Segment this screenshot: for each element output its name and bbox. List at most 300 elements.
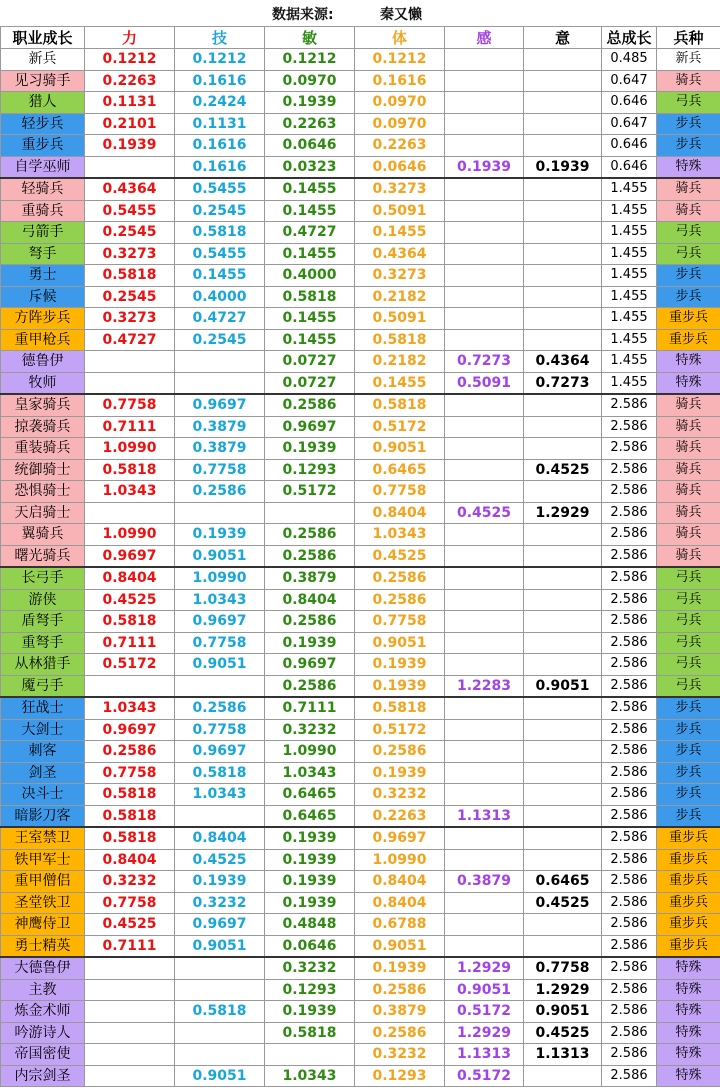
cell-gan: 1.1313 <box>445 1044 524 1066</box>
cell-min <box>265 1044 355 1066</box>
cell-gan <box>445 654 524 676</box>
cell-job-name: 长弓手 <box>1 567 85 589</box>
cell-li <box>85 1022 175 1044</box>
table-row <box>1 416 720 438</box>
cell-job-name: 重步兵 <box>1 135 85 157</box>
cell-min: 0.1293 <box>265 979 355 1001</box>
cell-yi <box>524 49 602 71</box>
cell-min: 0.7111 <box>265 697 355 719</box>
cell-yi <box>524 243 602 265</box>
cell-li <box>85 1044 175 1066</box>
cell-min: 0.3879 <box>265 567 355 589</box>
cell-gan <box>445 286 524 308</box>
table-row <box>1 611 720 633</box>
cell-min: 0.9697 <box>265 416 355 438</box>
cell-job-name: 大剑士 <box>1 719 85 741</box>
cell-li: 0.8404 <box>85 849 175 871</box>
cell-total: 1.455 <box>602 329 657 351</box>
cell-ti: 0.5172 <box>355 416 445 438</box>
cell-total: 2.586 <box>602 697 657 719</box>
cell-unit-type: 弓兵 <box>657 92 720 114</box>
cell-unit-type: 骑兵 <box>657 481 720 503</box>
table-row <box>1 632 720 654</box>
cell-min: 0.1455 <box>265 329 355 351</box>
cell-gan <box>445 849 524 871</box>
cell-min: 0.1939 <box>265 438 355 460</box>
cell-total: 2.586 <box>602 827 657 849</box>
cell-total: 2.586 <box>602 1022 657 1044</box>
cell-li: 0.9697 <box>85 719 175 741</box>
cell-ti: 0.9051 <box>355 438 445 460</box>
cell-ti: 0.1293 <box>355 1065 445 1087</box>
cell-li: 0.7758 <box>85 892 175 914</box>
cell-total: 2.586 <box>602 611 657 633</box>
cell-total: 2.586 <box>602 892 657 914</box>
cell-gan <box>445 784 524 806</box>
cell-li: 0.5818 <box>85 827 175 849</box>
cell-ji: 0.4000 <box>175 286 265 308</box>
cell-job-name: 勇士精英 <box>1 935 85 957</box>
cell-yi: 0.9051 <box>524 675 602 697</box>
cell-unit-type: 重步兵 <box>657 849 720 871</box>
header-ti: 体 <box>355 27 445 49</box>
cell-unit-type: 重步兵 <box>657 914 720 936</box>
table-row <box>1 200 720 222</box>
cell-min: 0.1293 <box>265 459 355 481</box>
cell-min: 0.4000 <box>265 265 355 287</box>
cell-yi <box>524 200 602 222</box>
cell-ti: 0.0970 <box>355 92 445 114</box>
cell-ji: 0.9697 <box>175 914 265 936</box>
cell-ji: 1.0990 <box>175 567 265 589</box>
cell-li <box>85 675 175 697</box>
growth-table <box>0 26 720 1087</box>
cell-job-name: 斥候 <box>1 286 85 308</box>
cell-yi <box>524 329 602 351</box>
cell-ji: 0.3879 <box>175 438 265 460</box>
cell-job-name: 帝国密使 <box>1 1044 85 1066</box>
table-row <box>1 719 720 741</box>
cell-total: 2.586 <box>602 1001 657 1023</box>
cell-ti: 0.1616 <box>355 70 445 92</box>
cell-ti: 0.6465 <box>355 459 445 481</box>
cell-yi: 0.4525 <box>524 459 602 481</box>
cell-yi <box>524 308 602 330</box>
cell-gan <box>445 200 524 222</box>
header-li: 力 <box>85 27 175 49</box>
cell-min: 0.2586 <box>265 524 355 546</box>
cell-job-name: 重甲僧侣 <box>1 871 85 893</box>
cell-li: 0.1131 <box>85 92 175 114</box>
table-row <box>1 222 720 244</box>
cell-ji: 0.1939 <box>175 871 265 893</box>
cell-total: 0.646 <box>602 135 657 157</box>
cell-min: 0.1939 <box>265 871 355 893</box>
cell-unit-type: 重步兵 <box>657 329 720 351</box>
cell-ji: 0.8404 <box>175 827 265 849</box>
cell-ti: 0.2182 <box>355 286 445 308</box>
cell-unit-type: 特殊 <box>657 156 720 178</box>
cell-ti: 0.2586 <box>355 589 445 611</box>
cell-yi <box>524 632 602 654</box>
cell-ji: 0.1616 <box>175 70 265 92</box>
cell-ti: 0.9051 <box>355 632 445 654</box>
cell-total: 2.586 <box>602 502 657 524</box>
table-row <box>1 156 720 178</box>
cell-unit-type: 特殊 <box>657 979 720 1001</box>
cell-ti: 0.5172 <box>355 719 445 741</box>
cell-ti: 0.5818 <box>355 697 445 719</box>
cell-unit-type: 特殊 <box>657 351 720 373</box>
table-row <box>1 502 720 524</box>
cell-yi <box>524 545 602 567</box>
cell-min: 0.2586 <box>265 545 355 567</box>
cell-gan <box>445 827 524 849</box>
table-row <box>1 113 720 135</box>
table-row <box>1 524 720 546</box>
cell-job-name: 掠袭骑兵 <box>1 416 85 438</box>
cell-min: 0.1939 <box>265 892 355 914</box>
cell-job-name: 盾弩手 <box>1 611 85 633</box>
cell-ji: 0.1616 <box>175 156 265 178</box>
cell-ti: 0.9051 <box>355 935 445 957</box>
cell-ji: 0.1131 <box>175 113 265 135</box>
cell-li <box>85 502 175 524</box>
cell-yi: 1.2929 <box>524 979 602 1001</box>
cell-ti: 0.6788 <box>355 914 445 936</box>
cell-total: 2.586 <box>602 979 657 1001</box>
table-row <box>1 49 720 71</box>
cell-gan <box>445 719 524 741</box>
cell-job-name: 大德鲁伊 <box>1 957 85 979</box>
table-row <box>1 892 720 914</box>
table-row <box>1 741 720 763</box>
cell-min <box>265 502 355 524</box>
cell-ti: 0.8404 <box>355 871 445 893</box>
cell-yi: 0.9051 <box>524 1001 602 1023</box>
cell-unit-type: 重步兵 <box>657 308 720 330</box>
table-row <box>1 957 720 979</box>
table-row <box>1 654 720 676</box>
cell-ji: 0.2545 <box>175 200 265 222</box>
cell-total: 2.586 <box>602 871 657 893</box>
table-row <box>1 243 720 265</box>
cell-min: 0.2263 <box>265 113 355 135</box>
cell-total: 2.586 <box>602 719 657 741</box>
cell-li: 0.2586 <box>85 741 175 763</box>
cell-gan <box>445 265 524 287</box>
cell-gan: 0.4525 <box>445 502 524 524</box>
cell-min: 0.1939 <box>265 92 355 114</box>
cell-gan <box>445 545 524 567</box>
cell-unit-type: 步兵 <box>657 762 720 784</box>
cell-gan <box>445 135 524 157</box>
cell-unit-type: 骑兵 <box>657 502 720 524</box>
cell-unit-type: 骑兵 <box>657 394 720 416</box>
cell-total: 1.455 <box>602 200 657 222</box>
cell-li <box>85 351 175 373</box>
cell-gan: 1.1313 <box>445 805 524 827</box>
cell-li: 0.2545 <box>85 286 175 308</box>
cell-gan <box>445 438 524 460</box>
table-row <box>1 784 720 806</box>
cell-unit-type: 步兵 <box>657 697 720 719</box>
cell-unit-type: 骑兵 <box>657 545 720 567</box>
cell-ti: 0.3273 <box>355 178 445 200</box>
cell-job-name: 剑圣 <box>1 762 85 784</box>
table-row <box>1 329 720 351</box>
cell-li: 0.9697 <box>85 545 175 567</box>
cell-min: 0.1455 <box>265 243 355 265</box>
cell-yi <box>524 805 602 827</box>
cell-total: 2.586 <box>602 416 657 438</box>
cell-li: 0.7758 <box>85 762 175 784</box>
cell-ti: 0.0970 <box>355 113 445 135</box>
cell-yi <box>524 611 602 633</box>
cell-gan <box>445 914 524 936</box>
cell-total: 2.586 <box>602 1044 657 1066</box>
cell-job-name: 轻步兵 <box>1 113 85 135</box>
table-row <box>1 567 720 589</box>
table-row <box>1 265 720 287</box>
cell-job-name: 皇家骑兵 <box>1 394 85 416</box>
cell-job-name: 吟游诗人 <box>1 1022 85 1044</box>
cell-gan: 0.9051 <box>445 979 524 1001</box>
cell-min: 0.3232 <box>265 719 355 741</box>
cell-yi <box>524 654 602 676</box>
cell-li: 0.5818 <box>85 459 175 481</box>
cell-min: 0.1939 <box>265 632 355 654</box>
cell-job-name: 方阵步兵 <box>1 308 85 330</box>
cell-yi <box>524 741 602 763</box>
cell-min: 0.1939 <box>265 827 355 849</box>
table-row <box>1 914 720 936</box>
cell-min: 0.1212 <box>265 49 355 71</box>
cell-total: 0.485 <box>602 49 657 71</box>
cell-job-name: 恐惧骑士 <box>1 481 85 503</box>
cell-ji: 0.5818 <box>175 762 265 784</box>
cell-li: 0.5818 <box>85 805 175 827</box>
header-ji: 技 <box>175 27 265 49</box>
cell-ji <box>175 372 265 394</box>
cell-gan <box>445 762 524 784</box>
cell-total: 2.586 <box>602 481 657 503</box>
cell-ti: 0.1455 <box>355 222 445 244</box>
cell-yi <box>524 935 602 957</box>
cell-unit-type: 骑兵 <box>657 200 720 222</box>
cell-unit-type: 步兵 <box>657 286 720 308</box>
cell-min: 0.0727 <box>265 351 355 373</box>
cell-min: 0.5818 <box>265 1022 355 1044</box>
cell-ti: 0.1939 <box>355 675 445 697</box>
cell-gan: 0.7273 <box>445 351 524 373</box>
table-row <box>1 481 720 503</box>
cell-ji: 0.5818 <box>175 1001 265 1023</box>
cell-li: 0.4727 <box>85 329 175 351</box>
table-row <box>1 805 720 827</box>
cell-unit-type: 重步兵 <box>657 827 720 849</box>
cell-yi <box>524 178 602 200</box>
table-row <box>1 92 720 114</box>
table-row <box>1 589 720 611</box>
cell-yi <box>524 70 602 92</box>
cell-yi <box>524 265 602 287</box>
header-job-growth: 职业成长 <box>1 27 85 49</box>
cell-unit-type: 特殊 <box>657 1022 720 1044</box>
cell-ji: 0.7758 <box>175 459 265 481</box>
cell-job-name: 德鲁伊 <box>1 351 85 373</box>
cell-ji <box>175 675 265 697</box>
cell-min: 0.1939 <box>265 1001 355 1023</box>
cell-unit-type: 步兵 <box>657 805 720 827</box>
cell-unit-type: 骑兵 <box>657 178 720 200</box>
cell-min: 0.1939 <box>265 849 355 871</box>
cell-ti: 0.2263 <box>355 135 445 157</box>
cell-ji: 0.9697 <box>175 611 265 633</box>
cell-yi <box>524 762 602 784</box>
cell-min: 0.3232 <box>265 957 355 979</box>
cell-ji: 0.5455 <box>175 178 265 200</box>
cell-job-name: 统御骑士 <box>1 459 85 481</box>
cell-yi <box>524 719 602 741</box>
cell-job-name: 天启骑士 <box>1 502 85 524</box>
table-row <box>1 308 720 330</box>
cell-yi <box>524 697 602 719</box>
table-row <box>1 351 720 373</box>
cell-ti: 0.8404 <box>355 502 445 524</box>
cell-ji: 0.1212 <box>175 49 265 71</box>
cell-gan: 1.2283 <box>445 675 524 697</box>
cell-unit-type: 骑兵 <box>657 524 720 546</box>
cell-yi <box>524 222 602 244</box>
cell-total: 1.455 <box>602 265 657 287</box>
cell-unit-type: 特殊 <box>657 1044 720 1066</box>
cell-ti: 0.4364 <box>355 243 445 265</box>
table-row <box>1 1065 720 1087</box>
cell-total: 0.646 <box>602 92 657 114</box>
cell-li <box>85 372 175 394</box>
cell-gan <box>445 243 524 265</box>
cell-min: 1.0990 <box>265 741 355 763</box>
cell-ji <box>175 805 265 827</box>
cell-ji: 0.9697 <box>175 394 265 416</box>
cell-ji <box>175 502 265 524</box>
cell-ji: 0.5455 <box>175 243 265 265</box>
cell-ti: 0.2586 <box>355 741 445 763</box>
cell-min: 0.1455 <box>265 178 355 200</box>
cell-total: 1.455 <box>602 286 657 308</box>
cell-min: 0.6465 <box>265 784 355 806</box>
cell-unit-type: 重步兵 <box>657 935 720 957</box>
table-row <box>1 178 720 200</box>
cell-ti: 0.2182 <box>355 351 445 373</box>
cell-total: 1.455 <box>602 308 657 330</box>
cell-ji: 0.2545 <box>175 329 265 351</box>
table-row <box>1 1044 720 1066</box>
header-gan: 感 <box>445 27 524 49</box>
cell-gan: 0.5172 <box>445 1065 524 1087</box>
cell-yi <box>524 914 602 936</box>
cell-job-name: 弓箭手 <box>1 222 85 244</box>
cell-total: 2.586 <box>602 762 657 784</box>
table-body <box>1 49 720 1087</box>
cell-unit-type: 步兵 <box>657 135 720 157</box>
cell-ji: 0.1616 <box>175 135 265 157</box>
table-row <box>1 545 720 567</box>
cell-unit-type: 步兵 <box>657 113 720 135</box>
cell-total: 2.586 <box>602 567 657 589</box>
cell-min: 0.2586 <box>265 611 355 633</box>
cell-li: 0.1212 <box>85 49 175 71</box>
cell-ji: 0.9697 <box>175 741 265 763</box>
cell-li <box>85 957 175 979</box>
cell-unit-type: 弓兵 <box>657 589 720 611</box>
cell-total: 2.586 <box>602 459 657 481</box>
cell-ti: 0.4525 <box>355 545 445 567</box>
cell-ji <box>175 1044 265 1066</box>
cell-li: 1.0343 <box>85 481 175 503</box>
cell-yi <box>524 394 602 416</box>
cell-min: 0.0970 <box>265 70 355 92</box>
cell-li: 0.2545 <box>85 222 175 244</box>
cell-ti: 0.2586 <box>355 1022 445 1044</box>
cell-job-name: 牧师 <box>1 372 85 394</box>
cell-li: 1.0990 <box>85 438 175 460</box>
cell-unit-type: 骑兵 <box>657 416 720 438</box>
cell-unit-type: 步兵 <box>657 719 720 741</box>
cell-li: 0.5818 <box>85 784 175 806</box>
cell-gan <box>445 329 524 351</box>
cell-total: 2.586 <box>602 545 657 567</box>
cell-min: 0.4727 <box>265 222 355 244</box>
cell-job-name: 内宗剑圣 <box>1 1065 85 1087</box>
cell-ji: 0.4727 <box>175 308 265 330</box>
cell-yi <box>524 524 602 546</box>
cell-li: 0.2101 <box>85 113 175 135</box>
cell-ti: 0.1939 <box>355 957 445 979</box>
cell-yi: 0.1939 <box>524 156 602 178</box>
cell-min: 0.0646 <box>265 935 355 957</box>
cell-ji <box>175 979 265 1001</box>
cell-ji: 0.2586 <box>175 697 265 719</box>
cell-li <box>85 1001 175 1023</box>
cell-ti: 1.0343 <box>355 524 445 546</box>
cell-yi <box>524 481 602 503</box>
cell-unit-type: 弓兵 <box>657 243 720 265</box>
cell-li: 0.5455 <box>85 200 175 222</box>
cell-job-name: 从林猎手 <box>1 654 85 676</box>
cell-job-name: 圣堂铁卫 <box>1 892 85 914</box>
table-row <box>1 1022 720 1044</box>
table-row <box>1 871 720 893</box>
cell-gan: 0.5172 <box>445 1001 524 1023</box>
cell-min: 1.0343 <box>265 762 355 784</box>
cell-li: 0.5172 <box>85 654 175 676</box>
cell-min: 0.5172 <box>265 481 355 503</box>
cell-yi: 0.7758 <box>524 957 602 979</box>
cell-total: 2.586 <box>602 849 657 871</box>
cell-min: 0.5818 <box>265 286 355 308</box>
cell-total: 0.647 <box>602 70 657 92</box>
cell-ji: 0.9051 <box>175 545 265 567</box>
cell-min: 0.8404 <box>265 589 355 611</box>
data-source-line <box>0 0 720 26</box>
cell-job-name: 弩手 <box>1 243 85 265</box>
cell-li: 1.0343 <box>85 697 175 719</box>
cell-ji <box>175 957 265 979</box>
table-row <box>1 286 720 308</box>
table-row <box>1 675 720 697</box>
